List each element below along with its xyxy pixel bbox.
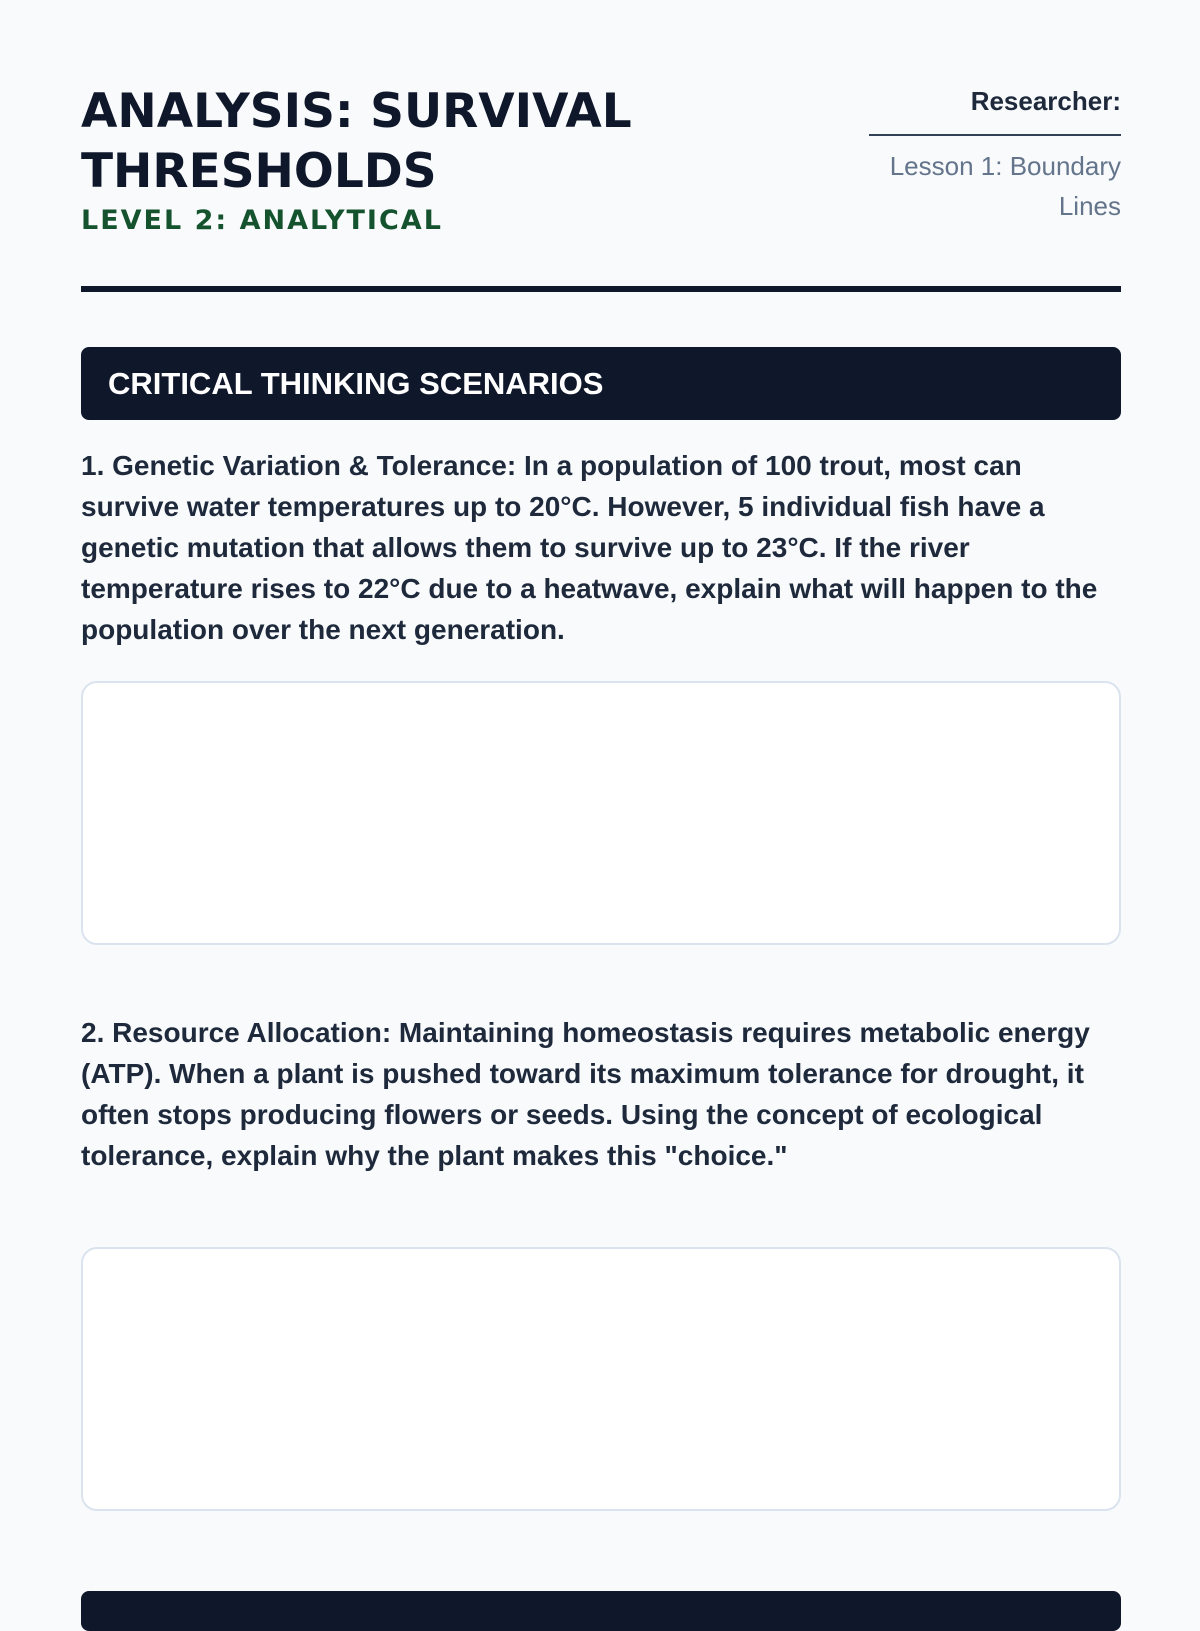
level-subtitle: LEVEL 2: ANALYTICAL <box>81 205 443 236</box>
question-2-answer-box[interactable] <box>81 1247 1121 1511</box>
next-section-header <box>81 1591 1121 1631</box>
researcher-signature-line[interactable] <box>869 134 1121 136</box>
header-divider <box>81 286 1121 292</box>
header <box>81 82 1121 242</box>
researcher-label: Researcher: <box>970 86 1121 116</box>
question-1-answer-box[interactable] <box>81 681 1121 945</box>
section-header: CRITICAL THINKING SCENARIOS <box>81 347 1121 420</box>
question-1-prompt: 1. Genetic Variation & Tolerance: In a population of 100 trout, most can survive water temperatures up to 20°C. However, 5 individual fish have a genetic mutation that allows them to survive up to 23°C. If the river temperature rises to 22°C due to a heatwave, explain what will happen to the population over the next generation. <box>81 450 1098 645</box>
question-2-prompt: 2. Resource Allocation: Maintaining homeostasis requires metabolic energy (ATP). When a plant is pushed toward its maximum tolerance for drought, it often stops producing flowers or seeds. Using the concept of ecological tolerance, explain why the plant makes this "choice." <box>81 1017 1090 1171</box>
researcher-meta <box>841 82 1121 226</box>
page-title: ANALYSIS: SURVIVAL THRESHOLDS <box>81 84 632 199</box>
worksheet-page <box>81 0 1121 1600</box>
lesson-label: Lesson 1: Boundary Lines <box>889 151 1121 221</box>
